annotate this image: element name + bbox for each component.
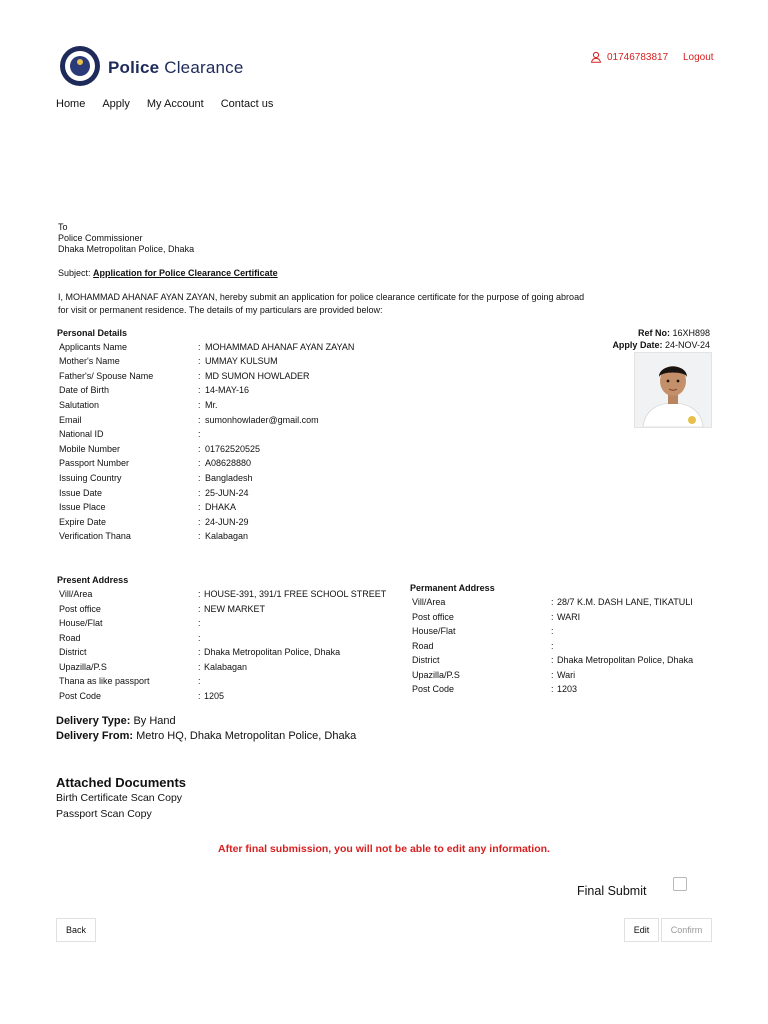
colon-separator: : <box>198 356 201 367</box>
confirm-button[interactable]: Confirm <box>661 918 712 942</box>
personal-value: Kalabagan <box>205 531 249 542</box>
present-row <box>59 587 386 601</box>
permanent-label: Post office <box>412 611 454 622</box>
user-icon <box>590 51 602 63</box>
present-label: Road <box>59 632 81 643</box>
personal-row <box>59 383 249 397</box>
permanent-label: House/Flat <box>412 626 456 636</box>
colon-separator: : <box>198 385 201 396</box>
personal-label: Date of Birth <box>59 385 110 396</box>
personal-row <box>59 456 251 470</box>
ref-number: Ref No: 16XH898 <box>637 328 710 338</box>
personal-value: DHAKA <box>205 502 237 513</box>
present-row <box>59 645 340 659</box>
permanent-value: WARI <box>557 611 581 622</box>
permanent-label: Upazilla/P.S <box>412 669 460 680</box>
attachment-passport[interactable]: Passport Scan Copy <box>56 808 152 820</box>
permanent-value: 1203 <box>557 684 578 694</box>
present-value: NEW MARKET <box>204 603 266 614</box>
colon-separator: : <box>198 472 201 483</box>
delivery-from: Delivery From: Metro HQ, Dhaka Metropolitan Police, Dhaka <box>56 730 357 742</box>
present-row <box>59 616 204 630</box>
colon-separator: : <box>198 443 201 454</box>
permanent-row <box>412 682 577 696</box>
present-value: 1205 <box>204 690 225 701</box>
present-row <box>59 689 224 703</box>
colon-separator: : <box>198 414 201 425</box>
personal-row <box>59 340 354 354</box>
permanent-label: Vill/Area <box>412 597 446 607</box>
colon-separator: : <box>551 655 554 665</box>
letter-to: To <box>58 222 68 232</box>
applicant-photo-image <box>635 353 711 427</box>
personal-label: Email <box>59 414 82 425</box>
permanent-row <box>412 610 580 624</box>
present-row <box>59 674 204 688</box>
attached-documents-title: Attached Documents <box>56 775 187 790</box>
colon-separator: : <box>198 690 201 701</box>
permanent-row <box>412 653 693 667</box>
personal-value: Bangladesh <box>205 472 253 483</box>
colon-separator: : <box>198 647 201 657</box>
personal-label: Verification Thana <box>59 531 131 542</box>
logout-link[interactable]: Logout <box>683 52 714 63</box>
brand-light: Clearance <box>164 58 244 77</box>
permanent-label: Post Code <box>412 684 455 694</box>
colon-separator: : <box>551 611 554 622</box>
personal-label: Expire Date <box>59 516 107 527</box>
colon-separator: : <box>198 632 201 643</box>
present-label: House/Flat <box>59 618 103 628</box>
colon-separator: : <box>551 597 554 607</box>
colon-separator: : <box>198 531 201 542</box>
final-submit-label: Final Submit <box>577 884 647 898</box>
personal-label: Applicants Name <box>59 341 128 352</box>
colon-separator: : <box>551 684 554 694</box>
colon-separator: : <box>198 502 201 513</box>
nav-apply[interactable]: Apply <box>102 98 130 110</box>
back-button[interactable]: Back <box>56 918 96 942</box>
personal-value: MD SUMON HOWLADER <box>205 370 310 381</box>
personal-row <box>59 413 319 427</box>
colon-separator: : <box>198 603 201 614</box>
personal-value: MOHAMMAD AHANAF AYAN ZAYAN <box>205 341 355 352</box>
letter-office: Dhaka Metropolitan Police, Dhaka <box>58 244 195 254</box>
present-label: District <box>59 647 87 657</box>
colon-separator: : <box>198 458 201 469</box>
personal-value: 25-JUN-24 <box>205 487 249 498</box>
colon-separator: : <box>198 370 201 381</box>
attachment-birth-certificate[interactable]: Birth Certificate Scan Copy <box>56 792 183 804</box>
personal-label: Issue Place <box>59 502 106 513</box>
personal-label: National ID <box>59 429 104 440</box>
nav-contact-us[interactable]: Contact us <box>220 98 274 110</box>
personal-row <box>59 471 253 485</box>
letter-intro: I, MOHAMMAD AHANAF AYAN ZAYAN, hereby submit an application for police clearance certificate for the purpose of going abroad for visit or permanent residence. The details of my particulars are provided below: <box>58 292 585 315</box>
colon-separator: : <box>551 669 554 680</box>
personal-label: Mother's Name <box>59 356 120 367</box>
subject-text: Application for Police Clearance Certificate <box>93 268 278 278</box>
personal-label: Salutation <box>59 399 100 410</box>
present-value: Dhaka Metropolitan Police, Dhaka <box>204 647 341 657</box>
permanent-address-title: Permanent Address <box>410 583 495 593</box>
personal-row <box>59 486 249 500</box>
present-label: Upazilla/P.S <box>59 661 107 672</box>
colon-separator: : <box>198 399 201 410</box>
present-label: Post Code <box>59 690 102 701</box>
nav-my-account[interactable]: My Account <box>146 98 204 110</box>
permanent-value: 28/7 K.M. DASH LANE, TIKATULI <box>557 597 693 607</box>
main-nav <box>56 98 273 110</box>
colon-separator: : <box>198 661 201 672</box>
personal-row <box>59 369 310 383</box>
colon-separator: : <box>198 589 201 599</box>
colon-separator: : <box>198 516 201 527</box>
colon-separator: : <box>198 341 201 352</box>
permanent-value: Wari <box>557 669 576 680</box>
present-label: Post office <box>59 603 101 614</box>
personal-row <box>59 515 249 529</box>
personal-label: Issue Date <box>59 487 103 498</box>
brand-strong: Police <box>108 58 160 77</box>
personal-value: 14-MAY-16 <box>205 385 250 396</box>
colon-separator: : <box>551 640 554 651</box>
permanent-row <box>412 624 557 638</box>
colon-separator: : <box>551 626 554 636</box>
personal-value: A08628880 <box>205 458 252 469</box>
personal-value: 24-JUN-29 <box>205 516 249 527</box>
colon-separator: : <box>198 676 201 686</box>
present-address-title: Present Address <box>57 575 129 585</box>
personal-label: Issuing Country <box>59 472 122 483</box>
police-logo-emblem[interactable] <box>60 46 100 86</box>
personal-value: sumonhowlader@gmail.com <box>205 414 319 425</box>
applicant-photo <box>634 352 712 428</box>
personal-value: Mr. <box>205 399 218 410</box>
personal-value: 01762520525 <box>205 443 261 454</box>
personal-row <box>59 427 205 441</box>
colon-separator: : <box>198 618 201 628</box>
personal-row <box>59 398 218 412</box>
permanent-label: District <box>412 655 440 665</box>
personal-row <box>59 500 236 514</box>
personal-label: Passport Number <box>59 458 130 469</box>
personal-details-title: Personal Details <box>57 328 128 338</box>
brand-title[interactable] <box>108 58 244 78</box>
final-submission-warning: After final submission, you will not be able to edit any information. <box>218 843 550 855</box>
edit-button[interactable]: Edit <box>624 918 659 942</box>
permanent-value: Dhaka Metropolitan Police, Dhaka <box>557 655 694 665</box>
nav-home[interactable]: Home <box>56 98 86 110</box>
permanent-row <box>412 668 575 682</box>
permanent-row <box>412 639 557 653</box>
personal-label: Father's/ Spouse Name <box>59 370 154 381</box>
present-value: Kalabagan <box>204 661 248 672</box>
present-label: Vill/Area <box>59 589 93 599</box>
letter-addressee: Police Commissioner <box>58 233 143 243</box>
user-phone-link[interactable] <box>590 51 668 63</box>
personal-value: UMMAY KULSUM <box>205 356 278 367</box>
personal-row <box>59 354 278 368</box>
final-submit-checkbox[interactable] <box>673 877 687 891</box>
present-label: Thana as like passport <box>59 676 150 686</box>
delivery-type: Delivery Type: By Hand <box>56 715 176 727</box>
present-value: HOUSE-391, 391/1 FREE SCHOOL STREET <box>204 589 387 599</box>
permanent-row <box>412 595 693 609</box>
present-row <box>59 631 204 645</box>
personal-row <box>59 442 260 456</box>
personal-label: Mobile Number <box>59 443 121 454</box>
present-row <box>59 602 265 616</box>
present-row <box>59 660 247 674</box>
letter-subject: Subject: Application for Police Clearance Certificate <box>58 268 278 278</box>
colon-separator: : <box>198 429 201 440</box>
permanent-label: Road <box>412 640 434 651</box>
colon-separator: : <box>198 487 201 498</box>
user-phone: 01746783817 <box>607 51 669 63</box>
personal-row <box>59 529 248 543</box>
apply-date: Apply Date: 24-NOV-24 <box>612 340 710 350</box>
